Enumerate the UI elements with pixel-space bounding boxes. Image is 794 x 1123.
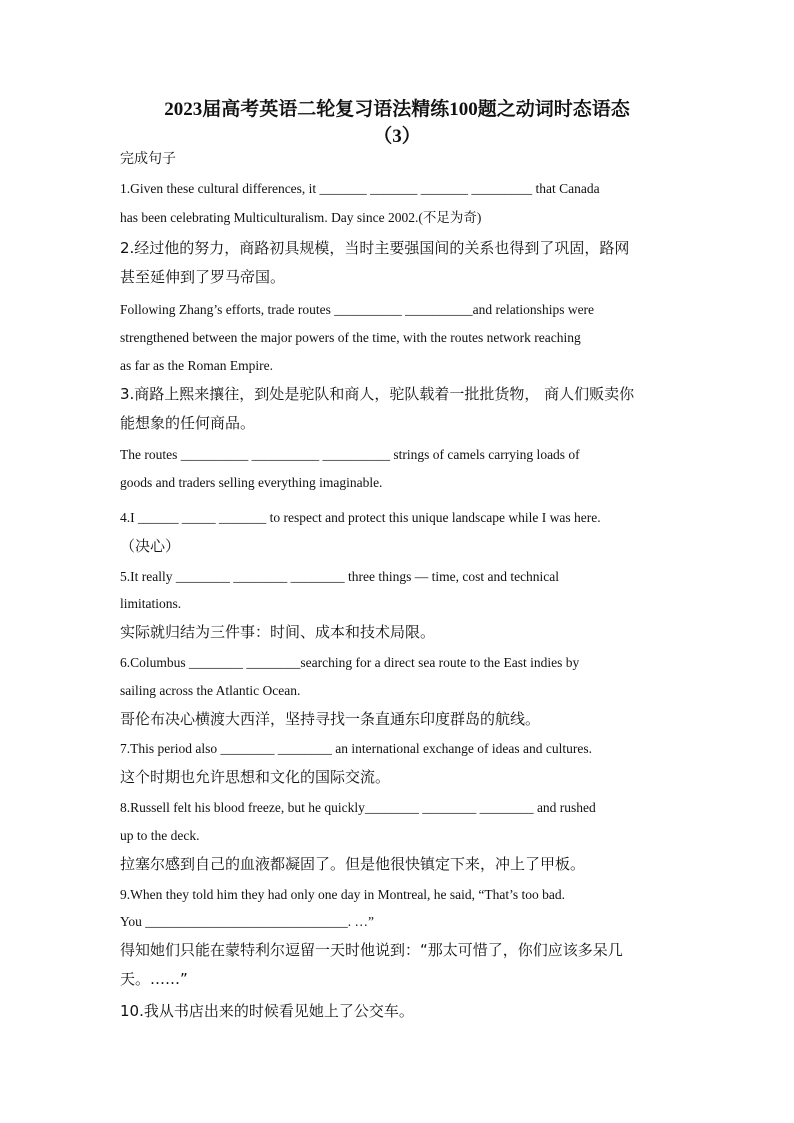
document-title: 2023届高考英语二轮复习语法精练100题之动词时态语态	[164, 99, 630, 120]
question-5-chinese: 实际就归结为三件事：时间、成本和技术局限。	[120, 623, 436, 641]
question-8-chinese: 拉塞尔感到自己的血液都凝固了。但是他很快镇定下来，冲上了甲板。	[120, 855, 586, 873]
question-6-line-2: sailing across the Atlantic Ocean.	[120, 683, 301, 698]
question-5-line-2: limitations.	[120, 596, 182, 611]
question-9-chinese-line-2: 天。……”	[120, 970, 188, 988]
question-3-english-line-1: The routes __________ __________ __________ strings of camels carrying loads of	[120, 447, 580, 462]
question-8-line-1: 8.Russell felt his blood freeze, but he quickly________ ________ ________ and rushed	[120, 800, 596, 815]
question-3-chinese-line-1: 3.商路上熙来攘往，到处是驼队和商人，驼队载着一批批货物， 商人们贩卖你	[120, 385, 635, 403]
question-9-line-1: 9.When they told him they had only one day in Montreal, he said, “That’s too bad.	[120, 887, 566, 902]
question-2-english-line-1: Following Zhang’s efforts, trade routes __________ __________and relationships were	[120, 302, 595, 317]
question-2-chinese-line-2: 甚至延伸到了罗马帝国。	[120, 268, 286, 286]
question-10-line-1: 10.我从书店出来的时候看见她上了公交车。	[120, 1002, 414, 1020]
document-title-part-number: （3）	[373, 126, 421, 147]
question-6-chinese: 哥伦布决心横渡大西洋，坚持寻找一条直通东印度群岛的航线。	[120, 710, 541, 728]
question-2-english-line-3: as far as the Roman Empire.	[120, 358, 273, 373]
question-4-line-1: 4.I ______ _____ _______ to respect and protect this unique landscape while I was here.	[120, 510, 601, 525]
question-3-chinese-line-2: 能想象的任何商品。	[120, 414, 256, 432]
question-2-chinese-line-1: 2.经过他的努力，商路初具规模，当时主要强国间的关系也得到了巩固，路网	[120, 239, 630, 257]
question-1-line-1: 1.Given these cultural differences, it _______ _______ _______ _________ that Canada	[120, 181, 600, 196]
question-9-line-2: You ______________________________. …”	[120, 914, 375, 929]
question-5-line-1: 5.It really ________ ________ ________ three things — time, cost and technical	[120, 569, 560, 584]
question-2-english-line-2: strengthened between the major powers of the time, with the routes network reaching	[120, 330, 581, 345]
question-6-line-1: 6.Columbus ________ ________searching for a direct sea route to the East indies by	[120, 655, 580, 670]
section-heading: 完成句子	[120, 151, 176, 167]
question-7-chinese: 这个时期也允许思想和文化的国际交流。	[120, 768, 391, 786]
question-3-english-line-2: goods and traders selling everything imaginable.	[120, 475, 383, 490]
question-7-line-1: 7.This period also ________ ________ an international exchange of ideas and cultures.	[120, 741, 593, 756]
question-4-hint: （决心）	[120, 537, 181, 555]
question-1-line-2: has been celebrating Multiculturalism. Day since 2002.(不足为奇)	[120, 210, 482, 225]
question-9-chinese-line-1: 得知她们只能在蒙特利尔逗留一天时他说到：“那太可惜了，你们应该多呆几	[120, 941, 623, 959]
question-8-line-2: up to the deck.	[120, 828, 200, 843]
